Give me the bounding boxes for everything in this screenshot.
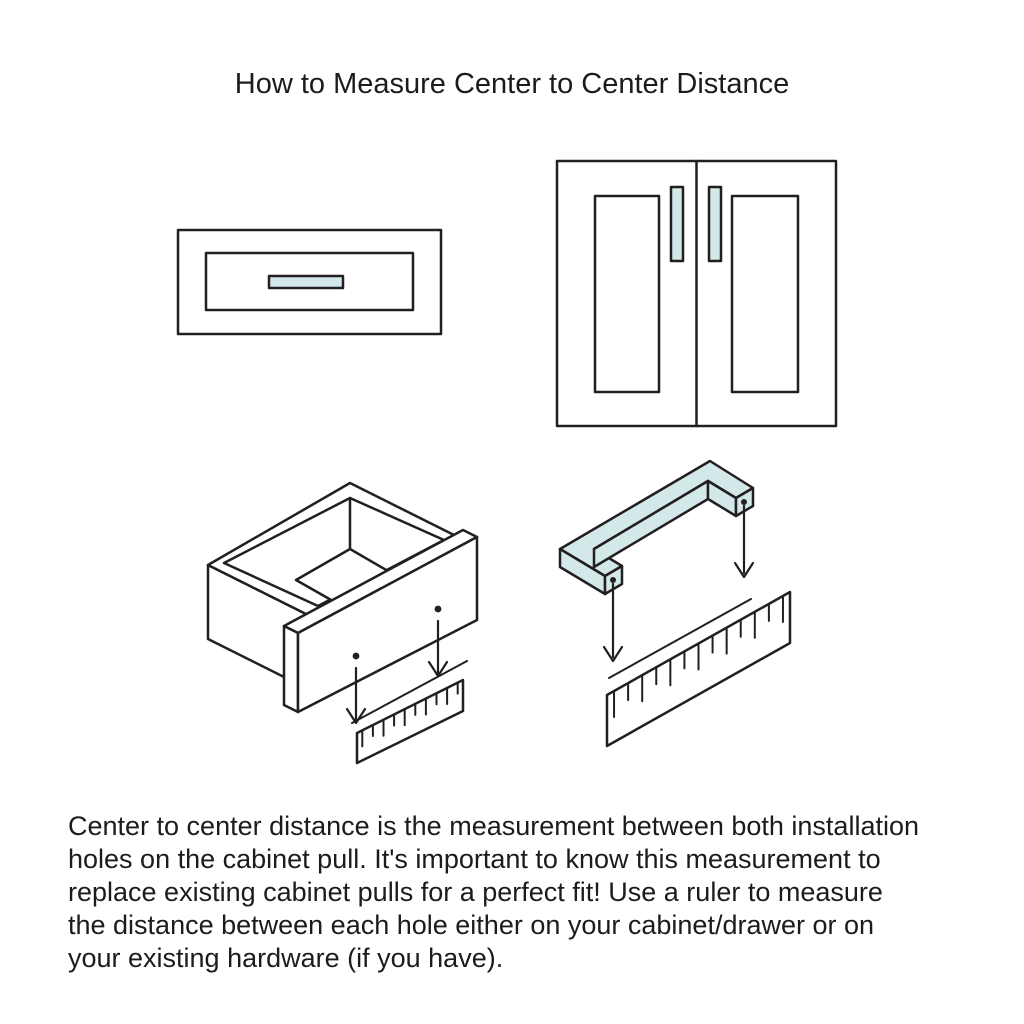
horizontal-pull-handle-icon bbox=[269, 276, 343, 288]
description-line: the distance between each hole either on your cabinet/drawer or on bbox=[68, 910, 875, 940]
installation-hole-icon bbox=[353, 653, 360, 660]
description-paragraph bbox=[68, 810, 978, 975]
right-door-panel bbox=[732, 196, 798, 392]
cabinet-doors-icon bbox=[557, 161, 836, 426]
page-title: How to Measure Center to Center Distance bbox=[234, 68, 790, 100]
installation-hole-icon bbox=[610, 577, 616, 583]
left-vertical-pull-handle-icon bbox=[671, 187, 683, 261]
installation-hole-icon bbox=[741, 499, 747, 505]
cabinet-pull-3d-icon bbox=[560, 461, 790, 746]
installation-hole-icon bbox=[435, 606, 442, 613]
drawer-3d-icon bbox=[208, 483, 477, 763]
drawer-front-slab-side bbox=[284, 626, 298, 712]
arrow-down-icon bbox=[604, 584, 622, 661]
ruler-icon bbox=[607, 592, 790, 746]
right-vertical-pull-handle-icon bbox=[709, 187, 721, 261]
description-line: your existing hardware (if you have). bbox=[68, 943, 504, 973]
arrow-down-icon bbox=[735, 506, 753, 577]
description-line: holes on the cabinet pull. It's important to know this measurement to bbox=[68, 844, 881, 874]
description-line: replace existing cabinet pulls for a perfect fit! Use a ruler to measure bbox=[68, 877, 883, 907]
drawer-front-icon bbox=[178, 230, 441, 334]
left-door-panel bbox=[595, 196, 659, 392]
description-line: Center to center distance is the measurement between both installation bbox=[68, 811, 919, 841]
